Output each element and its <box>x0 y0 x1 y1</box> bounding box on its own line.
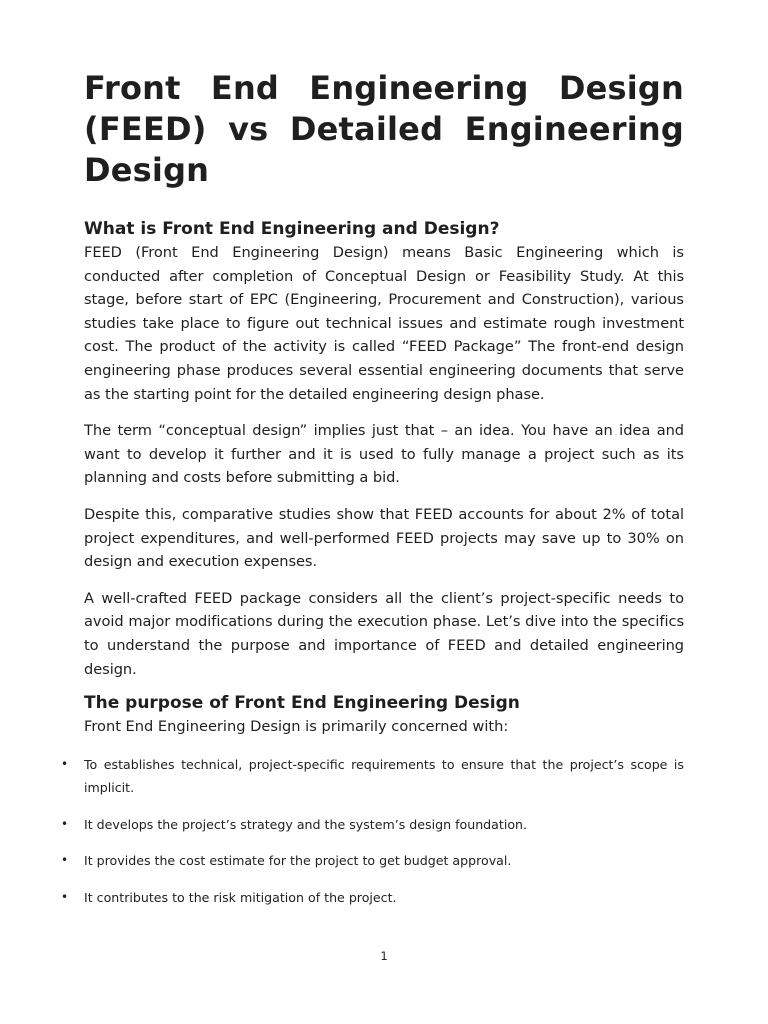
document-page <box>61 68 684 922</box>
list-item-text: It contributes to the risk mitigation of the project. <box>84 889 397 905</box>
bullet-icon: • <box>61 889 69 904</box>
section-heading-purpose: The purpose of Front End Engineering Design <box>84 693 520 714</box>
paragraph-feed-definition: FEED (Front End Engineering Design) means Basic Engineering which is conducted after completion of Conceptual Design or Feasibility Study. At this stage, before start of EPC (Engineering, Procurement and Construction), various studies take place to figure out technical issues and estimate rough investment cost. The product of the activity is called “FEED Package” The front-end design engineering phase produces several essential engineering documents that serve as the starting point for the detailed engineering design phase. <box>84 244 684 403</box>
bullet-icon: • <box>61 816 69 831</box>
paragraph-feed-expenditures: Despite this, comparative studies show that FEED accounts for about 2% of total project expenditures, and well-performed FEED projects may save up to 30% on design and execution expenses. <box>84 505 684 571</box>
list-item <box>61 813 684 837</box>
paragraph-conceptual-design: The term “conceptual design” implies just that – an idea. You have an idea and want to develop it further and it is used to fully manage a project such as its planning and costs before submitting a bid. <box>84 422 684 487</box>
section-heading-what-is-feed: What is Front End Engineering and Design? <box>84 219 500 239</box>
list-item-text: It provides the cost estimate for the project to get budget approval. <box>84 853 512 869</box>
list-item <box>61 886 684 910</box>
document-title: Front End Engineering Design (FEED) vs Detailed Engineering Design <box>84 69 684 189</box>
bullet-icon: • <box>61 756 69 771</box>
paragraph-feed-package: A well-crafted FEED package considers all the client’s project-specific needs to avoid major modifications during the execution phase. Let’s dive into the specifics to understand the purpose and importance of FEED and detailed engineering design. <box>84 589 684 678</box>
bullet-icon: • <box>61 853 69 868</box>
list-item-text: To establishes technical, project-specific requirements to ensure that the project’s scope is implicit. <box>84 756 684 796</box>
list-item <box>61 849 684 873</box>
purpose-bullet-list <box>61 753 684 910</box>
purpose-intro: Front End Engineering Design is primarily concerned with: <box>84 718 509 736</box>
list-item-text: It develops the project’s strategy and the system’s design foundation. <box>84 816 528 832</box>
page-number: 1 <box>380 949 388 963</box>
list-item <box>61 753 684 800</box>
